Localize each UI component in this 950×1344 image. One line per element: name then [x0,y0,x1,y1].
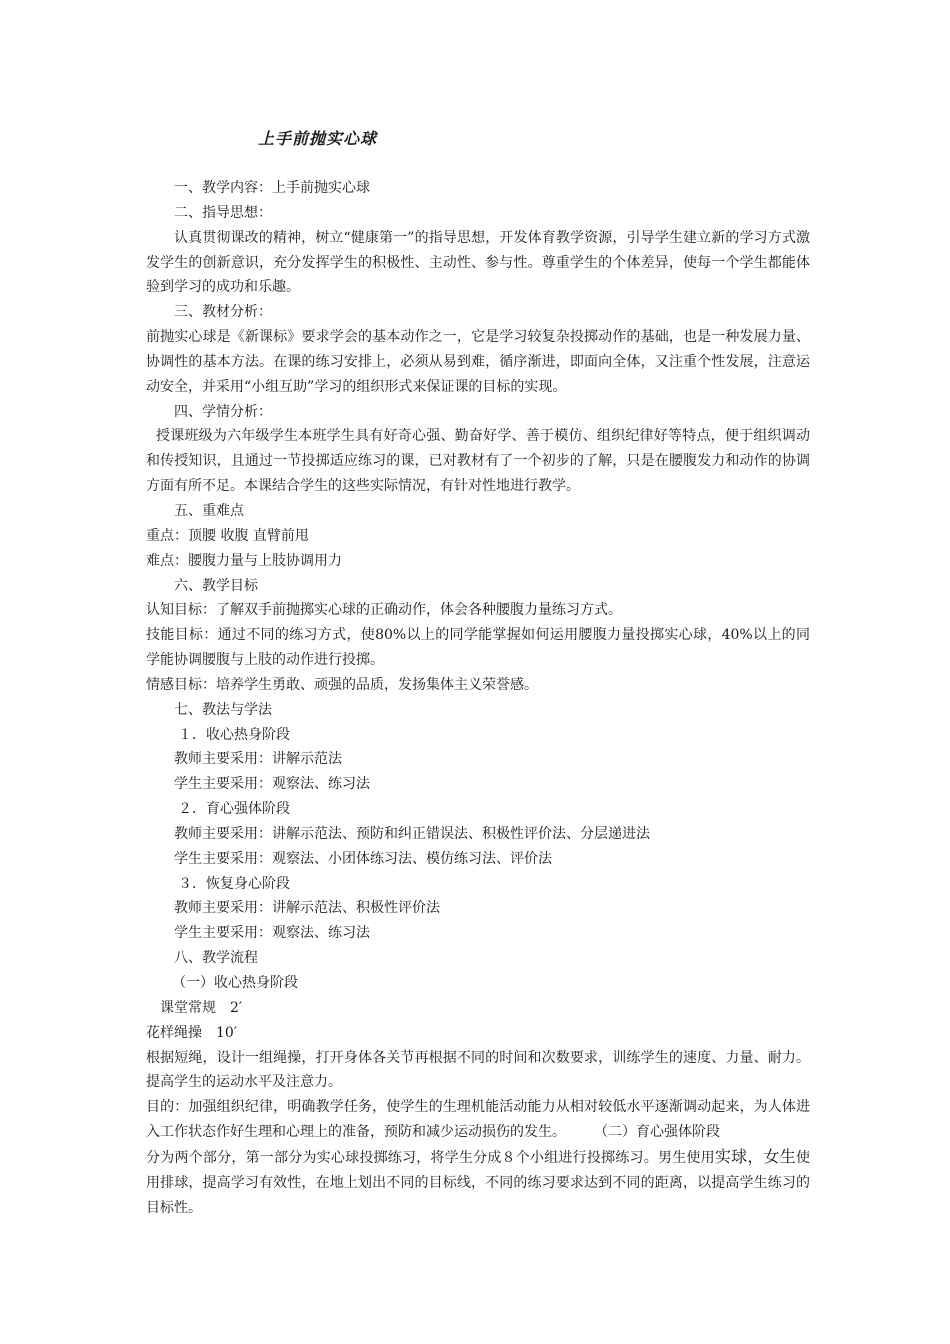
section-heading-methods: 七、教法与学法 [174,701,272,718]
stage-2-text-a: 分为两个部分，第一部分为实心球投掷练习，将学生分成８个小组进行投掷练习。男生使用 [146,1149,715,1166]
paragraph-purpose: 目的：加强组织纪律，明确教学任务，使学生的生理机能活动能力从相对较低水平逐渐调动起来，为人体进入工作状态作好生理和心理上的准备，预防和减少运动损伤的发生。 （二）育心强体阶段 [146,1099,810,1141]
section-heading-key-points: 五、重难点 [174,502,244,519]
method-stage-2-student: 学生主要采用：观察法、小团体练习法、模仿练习法、评价法 [174,850,552,867]
method-stage-1: １．收心热身阶段 [178,726,290,743]
process-routine: 课堂常规 2′ [160,999,243,1016]
paragraph-rope-exercise: 根据短绳，设计一组绳操，打开身体各关节再根据不同的时间和次数要求，训练学生的速度、力量、耐力。提高学生的运动水平及注意力。 [146,1049,810,1091]
section-heading-guiding-idea: 二、指导思想： [174,204,272,221]
section-heading-content: 一、教学内容：上手前抛实心球 [174,180,370,196]
document-title: 上手前抛实心球 [258,129,378,148]
objective-skill: 技能目标：通过不同的练习方式，使80%以上的同学能掌握如何运用腰腹力量投掷实心球，40%以上的同学能协调腰腹与上肢的动作进行投掷。 [146,627,810,669]
method-stage-3-student: 学生主要采用：观察法、练习法 [174,925,370,942]
difficult-point: 难点：腰腹力量与上肢协调用力 [146,552,342,569]
stage-2-text-c: 使用排球，提高学习有效性，在地上划出不同的目标线，不同的练习要求达到不同的距离，以提高学生练习的目标性。 [146,1149,810,1216]
paragraph-stage-2 [146,1145,810,1221]
section-heading-process: 八、教学流程 [174,950,258,967]
section-heading-student-analysis: 四、学情分析： [174,403,272,420]
section-heading-objectives: 六、教学目标 [174,577,258,594]
key-point: 重点：顶腰 收腹 直臂前甩 [146,527,309,544]
method-stage-3-teacher: 教师主要采用：讲解示范法、积极性评价法 [174,900,440,917]
section-heading-material-analysis: 三、教材分析： [174,304,272,321]
objective-cognitive: 认知目标：了解双手前抛掷实心球的正确动作，体会各种腰腹力量练习方式。 [146,602,622,619]
paragraph-material-analysis: 前抛实心球是《新课标》要求学会的基本动作之一，它是学习较复杂投掷动作的基础，也是一种发展力量、协调性的基本方法。在课的练习安排上，必须从易到难，循序渐进，即面向全体，又注重个性发展，注意运动安全，并采用“小组互助”学习的组织形式来保证课的目标的实现。 [146,329,810,395]
method-stage-2: ２．育心强体阶段 [178,801,290,818]
method-stage-1-teacher: 教师主要采用：讲解示范法 [174,751,342,768]
method-stage-1-student: 学生主要采用：观察法、练习法 [174,776,370,793]
objective-affective: 情感目标：培养学生勇敢、顽强的品质，发扬集体主义荣誉感。 [146,676,538,693]
document-body [146,176,810,1220]
method-stage-3: ３．恢复身心阶段 [178,875,290,892]
paragraph-student-analysis: 授课班级为六年级学生本班学生具有好奇心强、勤奋好学、善于模仿、组织纪律好等特点，便于组织调动和传授知识，且通过一节投掷适应练习的课，已对教材有了一个初步的了解，只是在腰腹发力和动作的协调方面有所不足。本课结合学生的这些实际情况，有针对性地进行教学。 [146,428,810,495]
stage-2-text-b: 实球，女生 [714,1146,796,1166]
paragraph-guiding-idea: 认真贯彻课改的精神，树立“健康第一”的指导思想，开发体育教学资源，引导学生建立新的学习方式激发学生的创新意识，充分发挥学生的积极性、主动性、参与性。尊重学生的个体差异，使每一个学生都能体验到学习的成功和乐趣。 [146,229,810,296]
method-stage-2-teacher: 教师主要采用：讲解示范法、预防和纠正错误法、积极性评价法、分层递进法 [174,825,650,842]
process-rope-exercise: 花样绳操 10′ [146,1024,237,1041]
process-stage-1: （一）收心热身阶段 [172,975,298,991]
